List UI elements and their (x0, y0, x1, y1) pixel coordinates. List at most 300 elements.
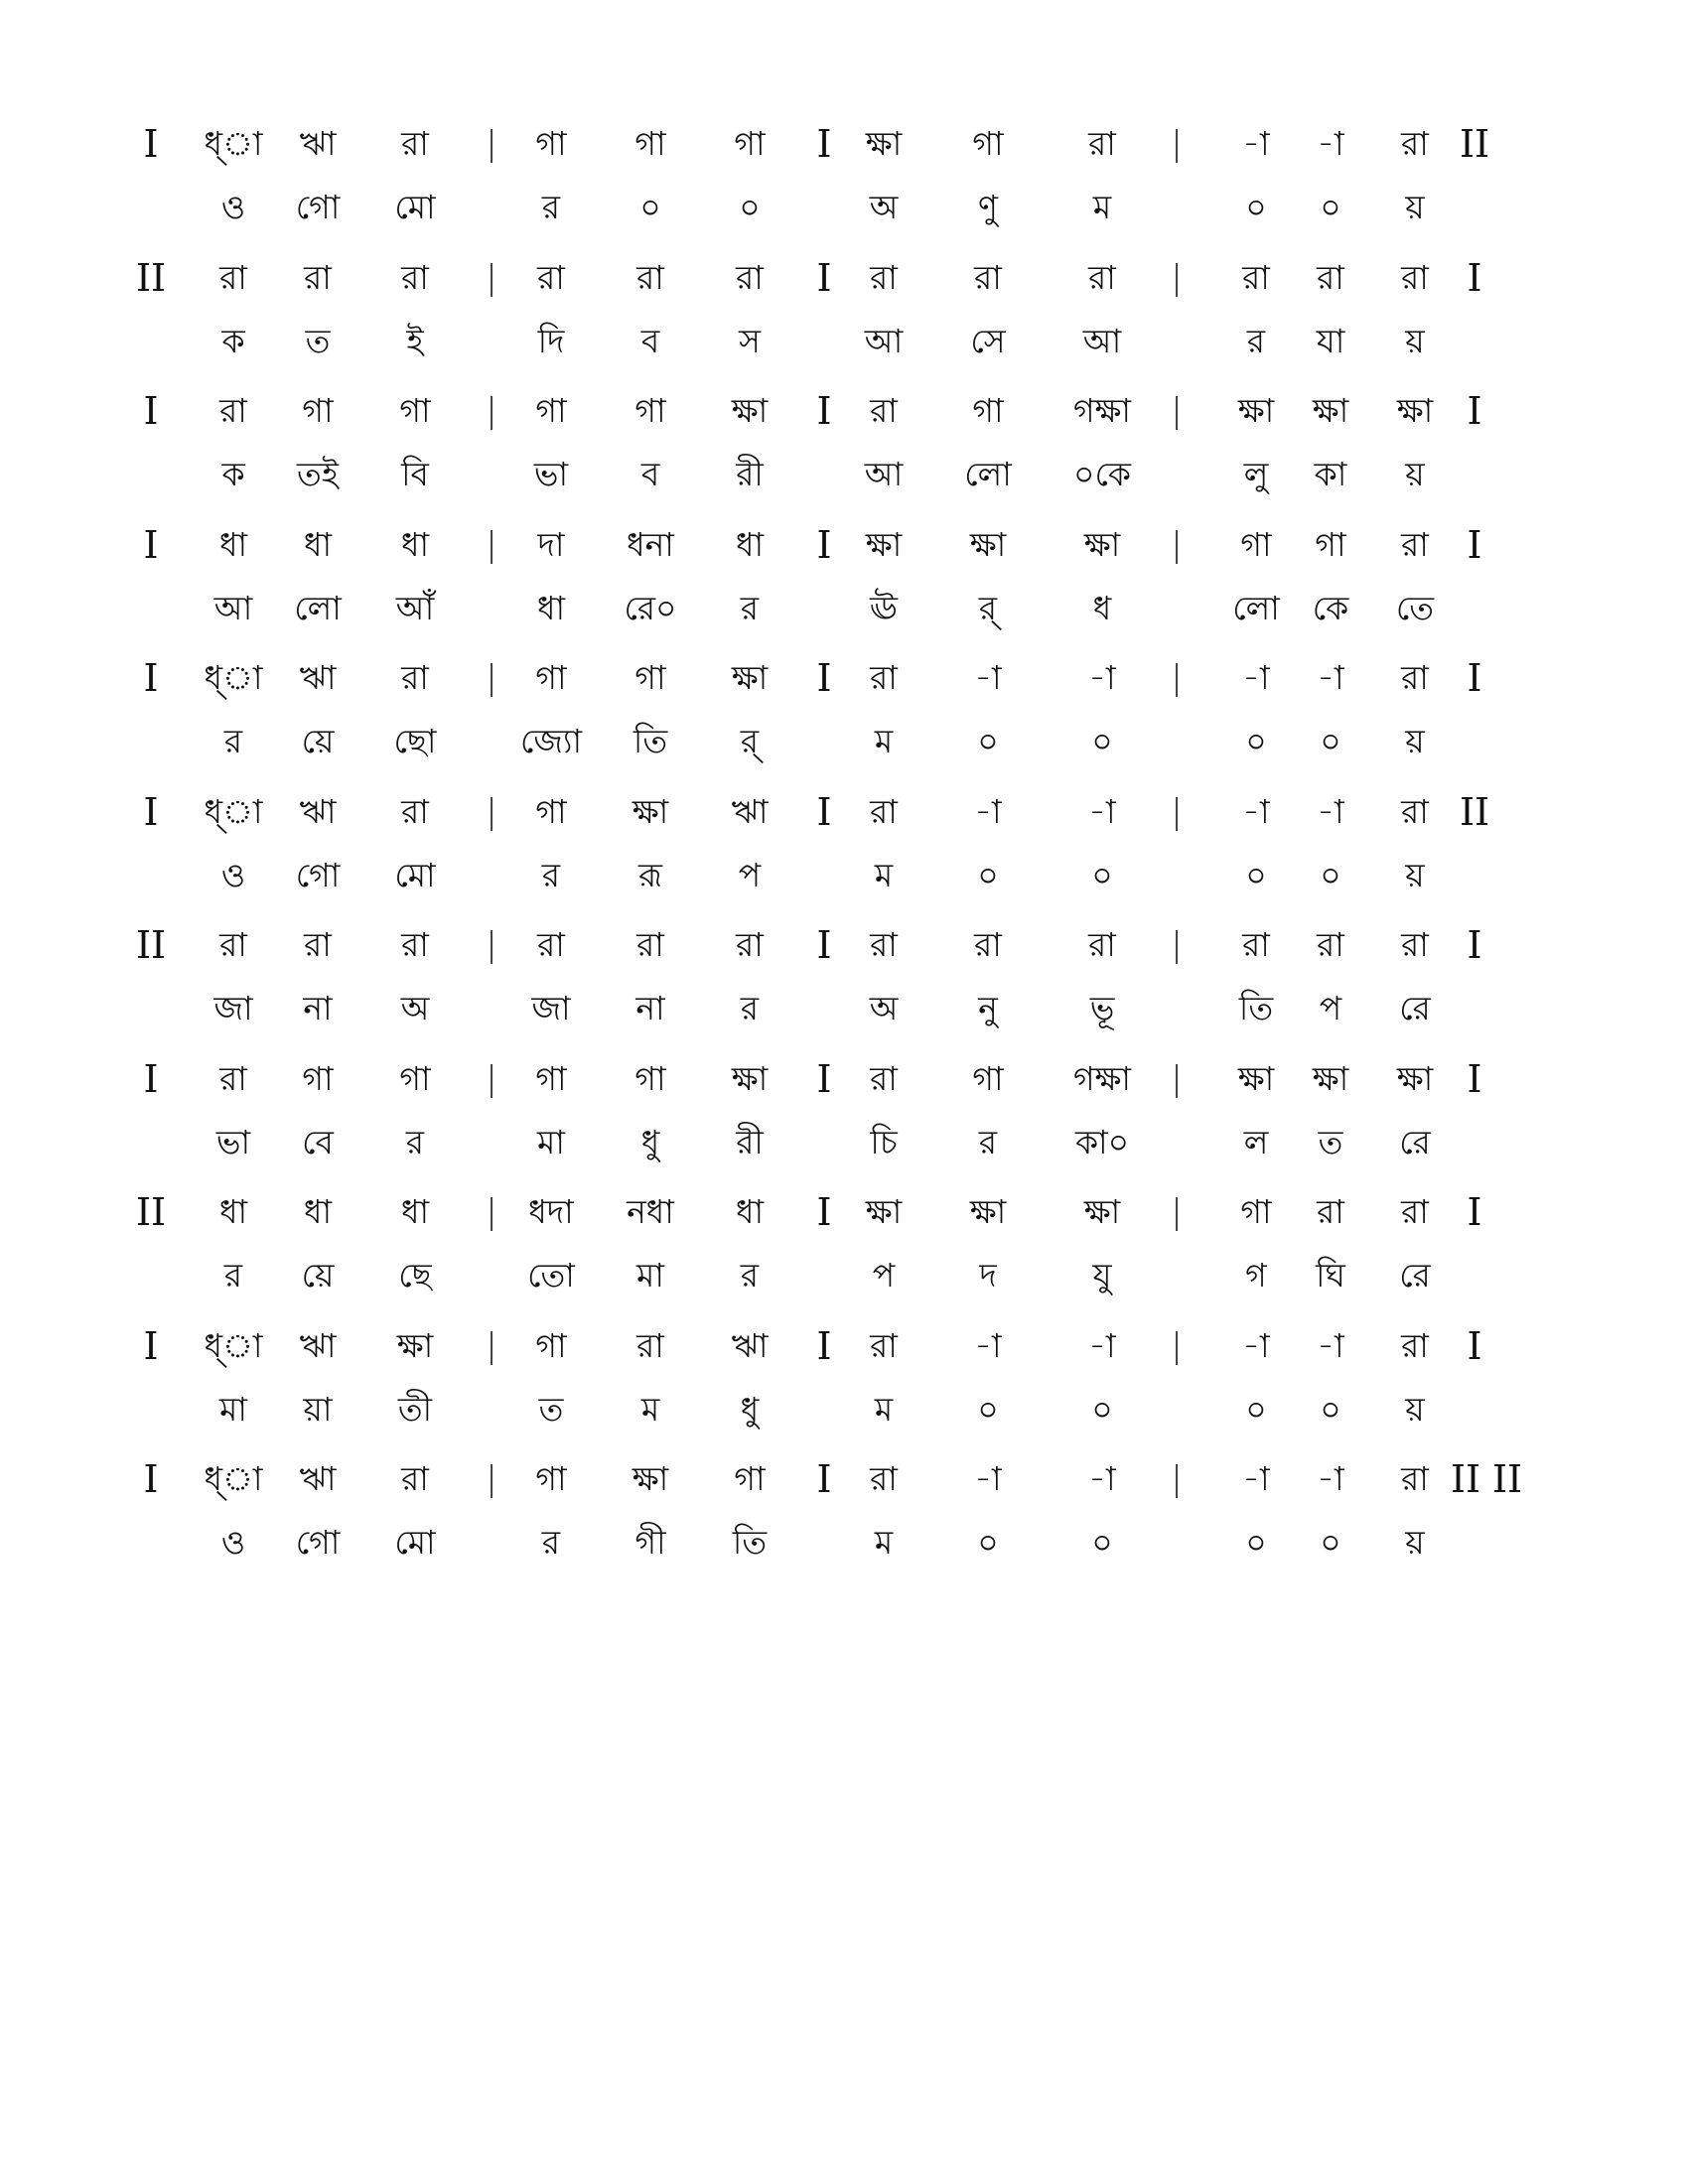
barline: I (816, 389, 832, 433)
swar-note: ক্ষা (632, 791, 669, 831)
swar-note: ক্ষা (1396, 391, 1434, 430)
swar-note: রা (401, 124, 429, 163)
swar-note: রা (1401, 524, 1429, 564)
lyric-syllable: ০কে (1073, 455, 1131, 493)
lyric-syllable: রূ (637, 855, 663, 894)
lyric-syllable: আ (1082, 321, 1122, 360)
start-barline: I (143, 656, 159, 700)
swar-row (0, 1182, 1688, 1242)
swar-note: রা (1317, 257, 1344, 297)
lyric-syllable: দ (979, 1256, 997, 1295)
swar-note: গা (972, 124, 1004, 163)
swar-note: রা (870, 925, 898, 964)
lyric-syllable: র (223, 1256, 243, 1295)
lyric-row (0, 1380, 1688, 1439)
swar-note: রা (401, 925, 429, 964)
swar-note: -া (1088, 1459, 1116, 1498)
lyric-syllable: ম (874, 1523, 894, 1562)
notation-system (0, 1316, 1688, 1455)
lyric-syllable: রে০ (624, 588, 677, 627)
lyric-syllable: ভা (215, 1122, 251, 1161)
swar-note: ক্ষা (731, 658, 769, 697)
swar-note: -া (1242, 658, 1270, 697)
lyric-syllable: প (1319, 989, 1342, 1027)
swar-note: রা (1317, 925, 1344, 964)
end-barline: I (1467, 923, 1482, 967)
end-barline: I (1467, 1056, 1482, 1101)
barline: | (1171, 925, 1183, 965)
lyric-syllable: কে (1312, 588, 1349, 627)
swar-note: ক্ষা (632, 1459, 669, 1498)
swar-note: গা (535, 1325, 567, 1365)
notation-system (0, 1449, 1688, 1588)
swar-note: রা (736, 925, 764, 964)
swar-note: রা (401, 1459, 429, 1498)
swar-note: ঋা (299, 1325, 337, 1365)
swar-note: রা (870, 1459, 898, 1498)
lyric-syllable: ধ (1092, 588, 1112, 627)
lyric-syllable: য় (1405, 321, 1425, 360)
lyric-syllable: ম (874, 1389, 894, 1429)
lyric-syllable: ম (1092, 188, 1112, 226)
swar-note: গা (535, 658, 567, 697)
swar-note: রা (1401, 1459, 1429, 1498)
lyric-syllable: ও (220, 1523, 246, 1562)
lyric-syllable: ঊ (869, 588, 899, 627)
barline: | (486, 1459, 497, 1499)
lyric-syllable: চি (870, 1122, 898, 1161)
lyric-syllable: লো (1232, 588, 1280, 627)
swar-note: রা (1088, 257, 1116, 297)
swar-note: ক্ষা (1237, 1058, 1275, 1098)
lyric-syllable: লো (964, 455, 1012, 493)
swar-note: রা (1401, 1192, 1429, 1231)
swar-note: রা (870, 1058, 898, 1098)
swar-row (0, 648, 1688, 708)
lyric-syllable: ০ (1091, 722, 1113, 760)
notation-system (0, 782, 1688, 921)
lyric-syllable: ত (538, 1389, 564, 1429)
lyric-row (0, 1513, 1688, 1572)
swar-note: রা (304, 925, 332, 964)
notation-system (0, 648, 1688, 787)
end-barline: I (1467, 522, 1482, 567)
lyric-syllable: মো (394, 855, 436, 894)
lyric-syllable: তো (527, 1256, 575, 1295)
lyric-syllable: না (635, 989, 665, 1027)
barline: I (816, 923, 832, 967)
swar-note: গা (734, 1459, 766, 1498)
lyric-syllable: না (303, 989, 333, 1027)
swar-row (0, 381, 1688, 441)
lyric-syllable: ও (220, 188, 246, 226)
swar-note: -া (974, 658, 1002, 697)
swar-note: -া (1317, 791, 1344, 831)
swar-note: রা (219, 257, 247, 297)
lyric-syllable: রে (1399, 989, 1431, 1027)
barline: I (816, 522, 832, 567)
swar-note: ধা (218, 1192, 248, 1231)
barline: | (486, 524, 497, 565)
swar-note: ক্ষা (865, 124, 903, 163)
lyric-syllable: ধু (640, 1122, 660, 1161)
lyric-syllable: ০ (977, 1523, 999, 1562)
start-barline: II (135, 255, 167, 300)
swar-note: গক্ষা (1073, 1058, 1131, 1098)
lyric-syllable: নু (978, 989, 998, 1027)
swar-row (0, 114, 1688, 174)
swar-note: ক্ষা (865, 524, 903, 564)
swar-note: গা (972, 391, 1004, 430)
lyric-row (0, 1113, 1688, 1172)
lyric-syllable: রে (1399, 1256, 1431, 1295)
lyric-syllable: ভূ (1089, 989, 1115, 1027)
lyric-syllable: ধা (536, 588, 566, 627)
lyric-syllable: তই (297, 455, 339, 493)
swar-note: রা (1401, 658, 1429, 697)
lyric-syllable: ম (874, 855, 894, 894)
end-barline: II (1459, 122, 1490, 166)
lyric-syllable: র (740, 989, 760, 1027)
swar-note: ক্ষা (1396, 1058, 1434, 1098)
swar-note: নধা (627, 1192, 674, 1231)
barline: | (486, 1192, 497, 1232)
swar-note: ঋা (299, 1459, 337, 1498)
swar-note: গা (399, 1058, 431, 1098)
swar-note: ধ্া (204, 1325, 263, 1365)
lyric-syllable: র (740, 588, 760, 627)
lyric-syllable: র (541, 855, 561, 894)
swar-note: রা (1242, 257, 1270, 297)
notation-system (0, 915, 1688, 1054)
lyric-syllable: ০ (1320, 1523, 1341, 1562)
lyric-syllable: যু (1092, 1256, 1112, 1295)
swar-note: ঋা (731, 791, 769, 831)
lyric-syllable: য় (1405, 855, 1425, 894)
lyric-syllable: রে (1399, 1122, 1431, 1161)
swar-note: গা (535, 391, 567, 430)
lyric-syllable: ০ (1320, 1389, 1341, 1429)
barline: I (816, 656, 832, 700)
swar-note: গা (734, 124, 766, 163)
swar-note: ঋা (299, 658, 337, 697)
lyric-row (0, 712, 1688, 771)
lyric-syllable: জ্যো (519, 722, 583, 760)
lyric-syllable: তে (1395, 588, 1435, 627)
swar-note: রা (401, 257, 429, 297)
swar-note: রা (401, 658, 429, 697)
swar-note: গা (535, 124, 567, 163)
swar-note: রা (537, 257, 565, 297)
barline: | (486, 124, 497, 164)
swar-note: -া (974, 791, 1002, 831)
barline: I (816, 789, 832, 834)
swar-note: ধ্া (204, 658, 263, 697)
swar-note: গা (1315, 524, 1346, 564)
notation-system (0, 114, 1688, 253)
swar-row (0, 515, 1688, 575)
swar-note: গা (399, 391, 431, 430)
swar-note: রা (736, 257, 764, 297)
swar-note: রা (219, 1058, 247, 1098)
lyric-syllable: ০ (1320, 722, 1341, 760)
swar-note: রা (636, 925, 664, 964)
lyric-syllable: আ (213, 588, 253, 627)
lyric-syllable: ই (406, 321, 424, 360)
swar-note: রা (636, 1325, 664, 1365)
lyric-syllable: ০ (1091, 1389, 1113, 1429)
barline: I (816, 1190, 832, 1234)
swar-note: ক্ষা (969, 524, 1007, 564)
lyric-syllable: ও (220, 855, 246, 894)
lyric-syllable: য় (1405, 1389, 1425, 1429)
swar-note: -া (1317, 1459, 1344, 1498)
swar-note: গা (302, 391, 334, 430)
barline: | (486, 1058, 497, 1099)
lyric-syllable: জা (213, 989, 253, 1027)
lyric-syllable: ক (221, 455, 245, 493)
swar-note: -া (1317, 658, 1344, 697)
notation-system (0, 381, 1688, 520)
swar-note: ধা (735, 1192, 765, 1231)
lyric-syllable: গো (295, 188, 341, 226)
lyric-syllable: তী (397, 1389, 433, 1429)
lyric-syllable: র (405, 1122, 425, 1161)
swar-row (0, 1049, 1688, 1109)
lyric-syllable: ত (1318, 1122, 1343, 1161)
lyric-syllable: ০ (1320, 188, 1341, 226)
lyric-syllable: ধু (740, 1389, 760, 1429)
lyric-syllable: ০ (739, 188, 761, 226)
barline: I (816, 1056, 832, 1101)
swar-note: রা (1401, 925, 1429, 964)
swar-note: রা (1088, 124, 1116, 163)
lyric-syllable: য় (1405, 722, 1425, 760)
swar-note: ক্ষা (1237, 391, 1275, 430)
lyric-syllable: ঘি (1316, 1256, 1345, 1295)
lyric-syllable: মা (219, 1389, 247, 1429)
start-barline: I (143, 122, 159, 166)
start-barline: II (135, 923, 167, 967)
swar-note: রা (1401, 1325, 1429, 1365)
lyric-syllable: ০ (639, 188, 661, 226)
swar-row (0, 1449, 1688, 1509)
lyric-syllable: কা০ (1074, 1122, 1130, 1161)
start-barline: I (143, 1056, 159, 1101)
lyric-syllable: রী (736, 455, 764, 493)
lyric-syllable: র (541, 188, 561, 226)
swar-note: রা (304, 257, 332, 297)
lyric-syllable: লো (294, 588, 342, 627)
end-barline: I (1467, 255, 1482, 300)
swar-note: রা (219, 391, 247, 430)
swar-note: রা (636, 257, 664, 297)
lyric-syllable: তি (1238, 989, 1274, 1027)
swar-note: -া (1317, 1325, 1344, 1365)
swar-note: ক্ষা (731, 1058, 769, 1098)
swar-note: ক্ষা (731, 391, 769, 430)
lyric-syllable: প (872, 1256, 896, 1295)
swar-note: গা (972, 1058, 1004, 1098)
lyric-syllable: র (541, 1523, 561, 1562)
lyric-syllable: লু (1243, 455, 1269, 493)
swar-note: -া (1242, 1325, 1270, 1365)
barline: | (1171, 658, 1183, 698)
swar-note: ক্ষা (1083, 1192, 1121, 1231)
swar-note: ঋা (731, 1325, 769, 1365)
start-barline: I (143, 389, 159, 433)
lyric-syllable: গো (295, 855, 341, 894)
start-barline: I (143, 1323, 159, 1368)
lyric-syllable: রী (736, 1122, 764, 1161)
swar-note: ক্ষা (396, 1325, 434, 1365)
lyric-syllable: ০ (1245, 855, 1267, 894)
lyric-syllable: য় (1405, 455, 1425, 493)
barline: | (1171, 1459, 1183, 1499)
lyric-syllable: ০ (977, 722, 999, 760)
lyric-syllable: য়ে (301, 722, 335, 760)
swar-note: ক্ষা (1312, 1058, 1349, 1098)
lyric-syllable: অ (400, 989, 430, 1027)
swar-note: ধদা (528, 1192, 574, 1231)
swar-note: রা (537, 925, 565, 964)
lyric-syllable: মা (537, 1122, 565, 1161)
lyric-syllable: জা (531, 989, 571, 1027)
swar-note: -া (1088, 1325, 1116, 1365)
swar-note: ধা (303, 524, 333, 564)
lyric-syllable: র্ (740, 722, 760, 760)
swar-note: ধ্া (204, 124, 263, 163)
swar-row (0, 782, 1688, 842)
swar-row (0, 915, 1688, 975)
lyric-row (0, 178, 1688, 237)
end-barline: II (1459, 789, 1490, 834)
lyric-syllable: ব (640, 321, 660, 360)
end-barline: I (1467, 1323, 1482, 1368)
lyric-syllable: মো (394, 1523, 436, 1562)
swar-note: রা (974, 257, 1002, 297)
lyric-row (0, 846, 1688, 905)
barline: I (816, 122, 832, 166)
end-barline: I (1467, 389, 1482, 433)
lyric-syllable: কা (1314, 455, 1347, 493)
swar-note: গা (634, 1058, 666, 1098)
lyric-syllable: যা (1316, 321, 1345, 360)
lyric-syllable: ০ (1245, 1389, 1267, 1429)
lyric-syllable: আ (864, 321, 904, 360)
swar-note: ঋা (299, 791, 337, 831)
start-barline: I (143, 1457, 159, 1501)
lyric-row (0, 445, 1688, 504)
barline: | (1171, 524, 1183, 565)
barline: | (486, 658, 497, 698)
swar-note: ধনা (627, 524, 674, 564)
swar-note: -া (1242, 124, 1270, 163)
swar-note: -া (1242, 791, 1270, 831)
swar-note: রা (974, 925, 1002, 964)
start-barline: II (135, 1190, 167, 1234)
barline: | (1171, 124, 1183, 164)
lyric-row (0, 1246, 1688, 1305)
barline: | (486, 925, 497, 965)
lyric-syllable: র (223, 722, 243, 760)
lyric-syllable: গী (634, 1523, 666, 1562)
lyric-syllable: মো (394, 188, 436, 226)
swar-note: ধা (218, 524, 248, 564)
lyric-syllable: ণু (978, 188, 998, 226)
swar-note: ধ্া (204, 791, 263, 831)
swar-note: রা (401, 791, 429, 831)
lyric-syllable: ম (640, 1389, 660, 1429)
swar-note: -া (1088, 658, 1116, 697)
end-barline: I (1467, 1190, 1482, 1234)
lyric-syllable: বে (302, 1122, 334, 1161)
swar-note: গা (535, 791, 567, 831)
barline: I (816, 1457, 832, 1501)
barline: | (486, 1325, 497, 1366)
swar-note: ধা (303, 1192, 333, 1231)
swar-note: রা (870, 257, 898, 297)
swar-note: ধা (735, 524, 765, 564)
lyric-syllable: ত (305, 321, 331, 360)
lyric-syllable: ০ (1245, 722, 1267, 760)
swar-note: ধা (400, 1192, 430, 1231)
lyric-syllable: র (1246, 321, 1266, 360)
barline: | (1171, 257, 1183, 298)
swar-note: রা (1401, 124, 1429, 163)
start-barline: I (143, 789, 159, 834)
lyric-syllable: দি (537, 321, 565, 360)
swar-note: রা (1242, 925, 1270, 964)
swar-note: ক্ষা (865, 1192, 903, 1231)
lyric-syllable: ০ (1091, 1523, 1113, 1562)
lyric-syllable: র্ (978, 588, 998, 627)
end-barline: I (1467, 656, 1482, 700)
lyric-syllable: তি (633, 722, 668, 760)
swar-note: দা (537, 524, 565, 564)
lyric-syllable: ছে (398, 1256, 432, 1295)
lyric-syllable: ক (221, 321, 245, 360)
lyric-syllable: ০ (1245, 188, 1267, 226)
swar-note: গা (302, 1058, 334, 1098)
notation-system (0, 515, 1688, 654)
swar-note: ক্ষা (1083, 524, 1121, 564)
lyric-syllable: য়ে (301, 1256, 335, 1295)
lyric-syllable: ০ (1320, 855, 1341, 894)
swar-row (0, 248, 1688, 308)
barline: | (486, 791, 497, 832)
swar-note: গা (1240, 524, 1272, 564)
barline: | (486, 257, 497, 298)
notation-system (0, 1049, 1688, 1188)
barline: | (1171, 791, 1183, 832)
lyric-syllable: ০ (977, 855, 999, 894)
swar-note: রা (219, 925, 247, 964)
swar-note: -া (974, 1325, 1002, 1365)
lyric-syllable: র (978, 1122, 998, 1161)
lyric-syllable: ল (1243, 1122, 1269, 1161)
swar-note: গা (535, 1058, 567, 1098)
lyric-syllable: স (739, 321, 761, 360)
barline: | (1171, 1058, 1183, 1099)
lyric-syllable: র (740, 1256, 760, 1295)
swar-note: ধা (400, 524, 430, 564)
barline: I (816, 1323, 832, 1368)
swar-note: রা (1401, 791, 1429, 831)
swar-note: গা (1240, 1192, 1272, 1231)
lyric-syllable: আঁ (395, 588, 435, 627)
lyric-row (0, 979, 1688, 1038)
